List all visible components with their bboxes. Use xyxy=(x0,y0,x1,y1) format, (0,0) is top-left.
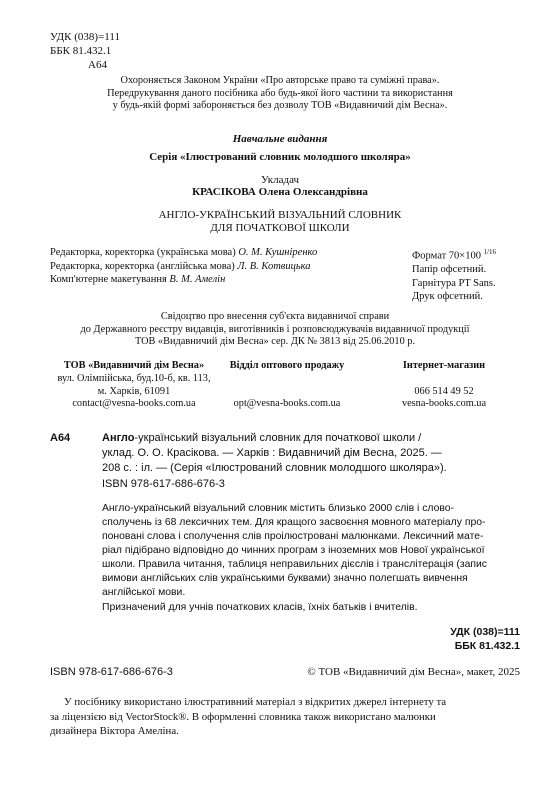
copyright-line-1: Охороняється Законом України «Про авторське право та суміжні права». xyxy=(120,75,440,86)
credit-person: Л. В. Котвицька xyxy=(237,260,311,272)
print-specs xyxy=(412,246,537,304)
author-mark: А64 xyxy=(88,59,107,71)
footer-note-line-3: дизайнера Віктора Амеліна. xyxy=(50,725,179,737)
catalog-isbn: ISBN 978-617-686-676-3 xyxy=(102,478,225,490)
credit-role: Комп'ютерне макетування xyxy=(50,274,167,285)
wholesale-contacts xyxy=(212,360,362,411)
registration-line-2: до Державного реєстру видавців, виготівників і розповсюджувачів видавничої продукції xyxy=(80,323,470,335)
book-title-line-1: АНГЛО-УКРАЇНСЬКИЙ ВІЗУАЛЬНИЙ СЛОВНИК xyxy=(158,209,402,221)
compiler-role: Укладач xyxy=(260,174,300,186)
wholesale-email: opt@vesna-books.com.ua xyxy=(233,398,341,410)
credit-person: О. М. Кушніренко xyxy=(238,247,318,258)
edition-type: Навчальне видання xyxy=(232,133,328,145)
catalog-udk: УДК (038)=111 xyxy=(450,626,520,638)
credit-role: Редакторка, коректорка (українська мова) xyxy=(50,247,236,258)
catalog-entry-rest: -український візуальний словник для початкової школи / xyxy=(134,432,422,444)
abstract-line: вимови англійських слів українськими буквами) значно полегшать вивчення xyxy=(102,573,468,584)
credits-list xyxy=(50,246,410,287)
credit-role: Редакторка, коректорка (англійська мова) xyxy=(50,260,235,272)
registration-block xyxy=(40,311,510,349)
wholesale-title: Відділ оптового продажу xyxy=(229,360,345,371)
publisher-title: ТОВ «Видавничий дім Весна» xyxy=(63,360,205,371)
format-spec xyxy=(412,246,537,263)
abstract-line: поновані слова і сполучення слів проілюстровані малюнками. Лексичний мате- xyxy=(102,531,484,542)
credit-row xyxy=(50,260,410,274)
credit-person: В. М. Амелін xyxy=(169,274,226,285)
abstract-line: Англо-український візуальний словник містить близько 2000 слів і слово- xyxy=(102,503,455,514)
format-fraction: 1/16 xyxy=(483,248,497,256)
compiler-name: КРАСІКОВА Олена Олександрівна xyxy=(192,186,368,198)
shop-phone: 066 514 49 52 xyxy=(414,385,474,397)
footer-isbn: ISBN 978-617-686-676-3 xyxy=(50,666,173,678)
catalog-abstract xyxy=(102,502,522,600)
footer-copyright: © ТОВ «Видавничий дім Весна», макет, 2025 xyxy=(307,666,520,678)
publisher-city: м. Харків, 61091 xyxy=(97,385,171,397)
footer-note xyxy=(50,695,525,739)
credit-row xyxy=(50,246,410,260)
catalog-bbk: ББК 81.432.1 xyxy=(454,640,520,652)
abstract-line: англійської мови. xyxy=(102,587,186,598)
footer-note-line-2: за ліцензією від VectorStock®. В оформленні словника також використано малюнки xyxy=(50,710,436,723)
udk-code: УДК (038)=111 xyxy=(50,31,120,43)
publisher-email: contact@vesna-books.com.ua xyxy=(72,398,196,410)
abstract-line: сполучень із 68 лексичних тем. Для кращого засвоєння мовного матеріалу про- xyxy=(102,517,486,528)
copyright-notice xyxy=(60,75,500,113)
catalog-audience: Призначений для учнів початкових класів, їхніх батьків і вчителів. xyxy=(102,602,418,613)
book-title-line-2: ДЛЯ ПОЧАТКОВОЇ ШКОЛИ xyxy=(210,222,350,234)
shop-site: vesna-books.com.ua xyxy=(401,398,487,410)
publisher-contacts xyxy=(44,360,224,411)
abstract-line: школи. Правила читання, таблиця неправильних дієслів і транслітерація (запис xyxy=(102,559,487,570)
registration-line-1: Свідоцтво про внесення суб'єкта видавничої справи xyxy=(160,311,390,322)
series-title: Серія «Ілюстрований словник молодшого школяра» xyxy=(149,151,411,163)
catalog-codes xyxy=(300,625,520,653)
book-title xyxy=(60,209,500,235)
format-label: Формат 70×100 xyxy=(412,250,481,262)
catalog-entry-line-1 xyxy=(102,431,522,446)
catalog-entry-line-3: 208 с. : іл. — (Серія «Ілюстрований словник молодшого школяра»). xyxy=(102,462,447,474)
catalog-entry-line-2: уклад. О. О. Красікова. — Харків : Видавничий дім Весна, 2025. — xyxy=(102,447,442,459)
paper-spec: Папір офсетний. xyxy=(412,264,487,275)
publisher-address: вул. Олімпійська, буд.10-б, кв. 113, xyxy=(57,372,211,384)
catalog-mark: А64 xyxy=(50,432,71,444)
credit-row xyxy=(50,273,410,287)
bbk-code: ББК 81.432.1 xyxy=(50,45,112,57)
copyright-line-3: у будь-якій формі забороняється без дозволу ТОВ «Видавничий дім Весна». xyxy=(112,100,448,112)
shop-title: Інтернет-магазин xyxy=(402,360,486,371)
copyright-line-2: Передрукування даного посібника або будь-якої його частини та використання xyxy=(107,87,453,99)
catalog-entry xyxy=(102,431,522,476)
classification-block xyxy=(50,30,120,72)
abstract-line: ріал підібрано відповідно до чинних програм з іноземних мов Нової української xyxy=(102,545,485,556)
footer-note-line-1: У посібнику використано ілюстративний матеріал з відкритих джерел інтернету та xyxy=(64,696,447,708)
shop-contacts xyxy=(374,360,514,411)
typeface-spec: Гарнітура PT Sans. xyxy=(412,277,496,289)
catalog-entry-bold: Англо xyxy=(102,432,135,444)
print-spec: Друк офсетний. xyxy=(412,291,483,302)
registration-line-3: ТОВ «Видавничий дім Весна» сер. ДК № 3813 від 25.06.2010 р. xyxy=(134,336,416,348)
